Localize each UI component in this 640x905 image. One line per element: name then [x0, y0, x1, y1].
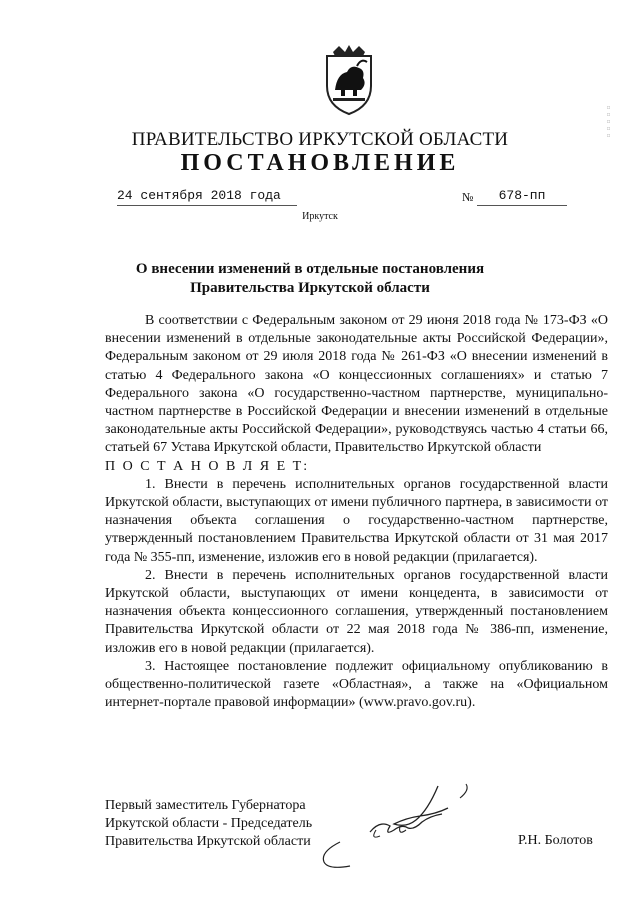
number-sign: №	[462, 190, 474, 204]
document-city: Иркутск	[302, 211, 338, 222]
document-number: 678-пп	[477, 188, 567, 206]
item-3-paragraph: 3. Настоящее постановление подлежит официальному опубликованию в общественно-политической газете «Областная», а также на «Официальном интернет-портале правовой информации» (www.pravo.gov.ru).	[105, 658, 608, 711]
signer-name: Р.Н. Болотов	[518, 833, 593, 848]
document-date: 24 сентября 2018 года	[117, 188, 297, 206]
document-title: О внесении изменений в отдельные постановления Правительства Иркутской области	[135, 261, 485, 296]
government-name: ПРАВИТЕЛЬСТВО ИРКУТСКОЙ ОБЛАСТИ	[131, 129, 509, 150]
coat-of-arms-icon	[317, 44, 381, 116]
signer-position-line: Иркутской области - Председатель	[105, 816, 313, 831]
item-1-paragraph: 1. Внести в перечень исполнительных органов государственной власти Иркутской области, выступающих от имени публичного партнера, в зависимости от назначения объекта соглашения о государственно-частном партнерстве, утвержденный постановлением Правительства Иркутской области от 31 мая 2017 года № 355-пп, изменение, изложив его в новой редакции (прилагается).	[105, 476, 608, 565]
signer-position-line: Правительства Иркутской области	[105, 834, 311, 849]
signer-position	[105, 797, 312, 851]
resolves-heading: П О С Т А Н О В Л Я Е Т:	[105, 458, 310, 474]
document-type: ПОСТАНОВЛЕНИЕ	[180, 150, 460, 176]
document-body	[105, 312, 608, 712]
signature-icon	[310, 780, 490, 870]
signer-position-line: Первый заместитель Губернатора	[105, 798, 306, 813]
item-2-paragraph: 2. Внести в перечень исполнительных органов государственной власти Иркутской области, выступающих от имени концедента, в зависимости от назначения объекта концессионного соглашения, утвержденный постановлением Правительства Иркутской области от 22 мая 2018 года № 386-пп, изменение, изложив его в новой редакции (прилагается).	[105, 567, 608, 656]
margin-stamp: ▫▫▫▫▫	[605, 104, 612, 139]
preamble-paragraph: В соответствии с Федеральным законом от 29 июня 2018 года № 173-ФЗ «О внесении изменений в отдельные законодательные акты Российской Федерации», Федеральным законом от 29 июля 2018 года № 261-ФЗ «О внесении изменений в статью 4 Федерального закона «О концессионных соглашениях» и статью 7 Федерального закона «О государственно-частном партнерстве, муниципально-частном партнерстве в Российской Федерации и внесении изменений в отдельные законодательные акты Российской Федерации», руководствуясь частью 4 статьи 66, статьей 67 Устава Иркутской области, Правительство Иркутской области	[105, 313, 608, 456]
